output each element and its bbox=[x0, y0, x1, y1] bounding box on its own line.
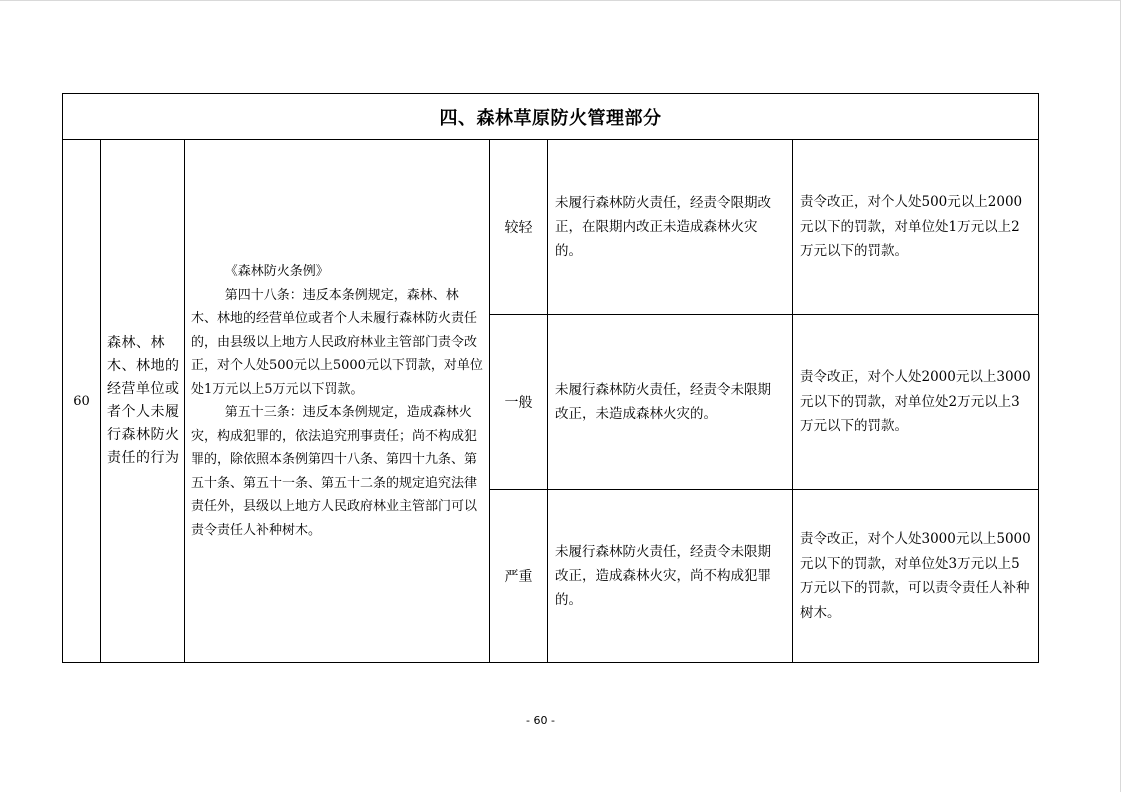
level-severe: 严重 bbox=[490, 490, 548, 663]
page-number: - 60 - bbox=[526, 714, 555, 727]
entry-number: 60 bbox=[63, 140, 101, 663]
circumstance-general: 未履行森林防火责任，经责令未限期改正，未造成森林火灾的。 bbox=[548, 315, 793, 490]
article-48-text: 第四十八条：违反本条例规定，森林、林木、林地的经营单位或者个人未履行森林防火责任的，由县级以上地方人民政府林业主管部门责令改正，对个人处500元以上5000元以下罚款，对单位处1万元以上5万元以下罚款。 bbox=[191, 287, 483, 397]
regulation-title: 《森林防火条例》 bbox=[224, 264, 329, 279]
legal-basis bbox=[185, 140, 490, 663]
violation-behavior: 森林、林木、林地的经营单位或者个人未履行森林防火责任的行为 bbox=[101, 140, 185, 663]
article-53-text: 第五十三条：违反本条例规定，造成森林火灾，构成犯罪的，依法追究刑事责任；尚不构成犯罪的，除依照本条例第四十八条、第四十九条、第五十条、第五十一条、第五十二条的规定追究法律责任外，县级以上地方人民政府林业主管部门可以责令责任人补种树木。 bbox=[191, 405, 478, 538]
level-light: 较轻 bbox=[490, 140, 548, 315]
circumstance-light: 未履行森林防火责任，经责令限期改正，在限期内改正未造成森林火灾的。 bbox=[548, 140, 793, 315]
penalty-table bbox=[62, 93, 1039, 663]
section-title: 四、森林草原防火管理部分 bbox=[63, 94, 1039, 140]
standard-general: 责令改正，对个人处2000元以上3000元以下的罚款，对单位处2万元以上3万元以下的罚款。 bbox=[793, 315, 1039, 490]
page-top-edge bbox=[0, 0, 1121, 1]
table-row bbox=[63, 140, 1039, 315]
section-heading-row bbox=[63, 94, 1039, 140]
standard-light: 责令改正，对个人处500元以上2000元以下的罚款，对单位处1万元以上2万元以下的罚款。 bbox=[793, 140, 1039, 315]
standard-severe: 责令改正，对个人处3000元以上5000元以下的罚款，对单位处3万元以上5万元以下的罚款，可以责令责任人补种树木。 bbox=[793, 490, 1039, 663]
level-general: 一般 bbox=[490, 315, 548, 490]
circumstance-severe: 未履行森林防火责任，经责令未限期改正，造成森林火灾，尚不构成犯罪的。 bbox=[548, 490, 793, 663]
